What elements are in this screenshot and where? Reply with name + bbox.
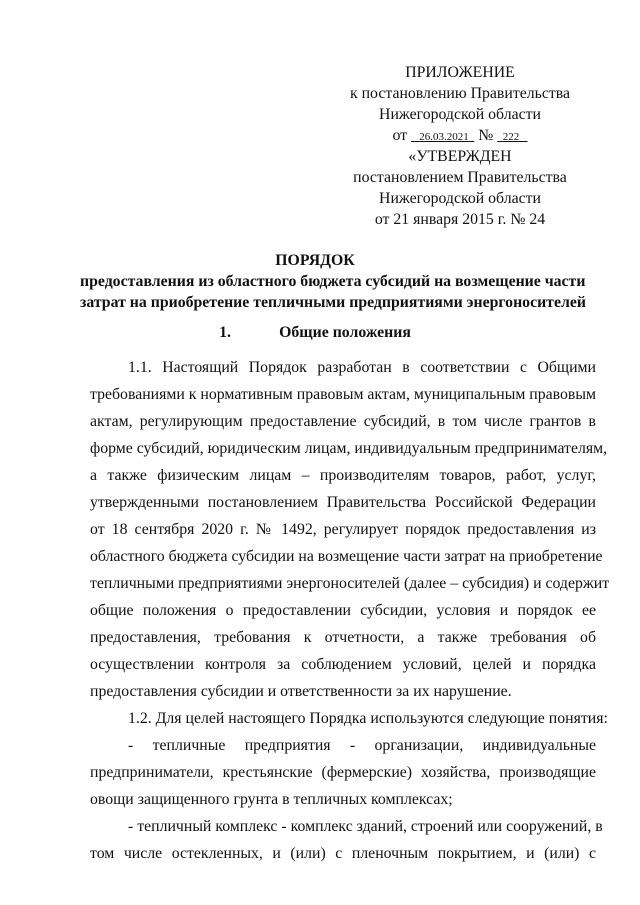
section-title: Общие положения — [279, 324, 411, 341]
text-line: осуществлении контроля за соблюдением условий, целей и порядка — [90, 656, 596, 673]
paragraph-1-2 — [90, 705, 608, 732]
text-line: - тепличный комплекс - комплекс зданий, строений или сооружений, в — [128, 818, 603, 835]
appendix-heading: ПРИЛОЖЕНИЕ — [405, 64, 515, 81]
text-line: общие положения о предоставлении субсидии, условия и порядок ее — [90, 602, 596, 619]
text-line: предоставления субсидии и ответственности за их нарушение. — [90, 683, 512, 700]
section-number: 1. — [219, 324, 231, 341]
text-line: 1.1. Настоящий Порядок разработан в соответствии с Общими — [128, 359, 596, 376]
text-line: требованиями к нормативным правовым актам, муниципальным правовым — [90, 386, 596, 403]
paragraph-1-1 — [90, 354, 610, 705]
section-heading — [80, 322, 550, 343]
subtitle-line-1: предоставления из областного бюджета субсидий на возмещение части — [80, 273, 586, 290]
approval-line-4: от 21 января 2015 г. № 24 — [374, 211, 546, 228]
text-line: актам, регулирующим предоставление субсидий, в том числе грантов в — [90, 413, 596, 430]
appendix-line-2: к постановлению Правительства — [349, 85, 571, 102]
appendix-number-value: 222 — [502, 131, 520, 143]
text-line: утвержденными постановлением Правительства Российской Федерации — [90, 494, 596, 511]
approval-line-3: Нижегородской области — [379, 190, 541, 207]
definition-greenhouse-complex — [90, 813, 603, 867]
text-line: - тепличные предприятия - организации, индивидуальные — [128, 737, 596, 754]
appendix-date-line — [340, 125, 580, 148]
document-title: ПОРЯДОК — [275, 252, 355, 269]
appendix-block — [340, 62, 580, 148]
appendix-date-prefix: от — [392, 127, 408, 144]
approval-block — [340, 146, 580, 230]
appendix-date-value: 26.03.2021 — [419, 131, 469, 143]
text-line: том числе остекленных, и (или) с пленочным покрытием, и (или) с — [90, 845, 596, 862]
document-body — [90, 354, 610, 867]
definition-greenhouse-enterprises — [90, 732, 596, 813]
text-line: а также физическим лицам – производителям товаров, работ, услуг, — [90, 467, 596, 484]
text-line: овощи защищенного грунта в тепличных комплексах; — [90, 791, 453, 808]
text-line: предоставления, требования к отчетности, а также требования об — [90, 629, 596, 646]
document-subtitle — [80, 271, 586, 313]
approval-line-2: постановлением Правительства — [353, 169, 567, 186]
text-line: 1.2. Для целей настоящего Порядка используются следующие понятия: — [128, 710, 608, 727]
subtitle-line-2: затрат на приобретение тепличными предприятиями энергоносителей — [80, 294, 586, 311]
text-line: предприниматели, крестьянские (фермерские) хозяйства, производящие — [90, 764, 596, 781]
approval-heading: «УТВЕРЖДЕН — [408, 148, 512, 165]
text-line: форме субсидий, юридическим лицам, индивидуальным предпринимателям, — [90, 440, 608, 457]
appendix-line-3: Нижегородской области — [379, 106, 541, 123]
text-line: областного бюджета субсидии на возмещение части затрат на приобретение — [90, 548, 603, 565]
text-line: от 18 сентября 2020 г. № 1492, регулирует порядок предоставления из — [90, 521, 596, 538]
text-line: тепличными предприятиями энергоносителей (далее – субсидия) и содержит — [90, 575, 610, 592]
appendix-number-sign: № — [478, 127, 494, 144]
